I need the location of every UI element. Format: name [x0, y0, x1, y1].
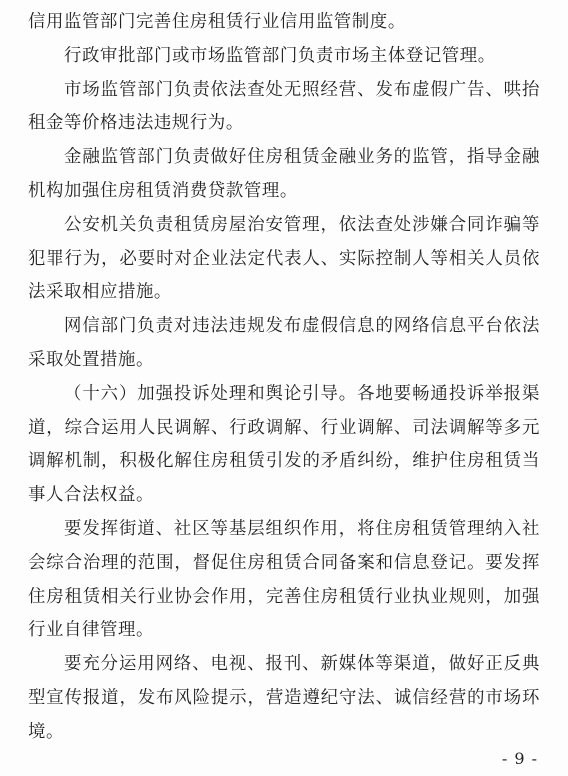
page-number: - 9 -: [501, 749, 538, 768]
paragraph-publicity: 要充分运用网络、电视、报刊、新媒体等渠道，做好正反典型宣传报道，发布风险提示，营造遵纪守法、诚信经营的市场环境。: [28, 654, 540, 742]
document-body: [0, 6, 568, 750]
paragraph-continuation: 信用监管部门完善住房租赁行业信用监管制度。: [28, 12, 406, 32]
paragraph-grassroots-organizations: 要发挥街道、社区等基层组织作用，将住房租赁管理纳入社会综合治理的范围，督促住房租赁合同备案和信息登记。要发挥住房租赁相关行业协会作用，完善住房租赁行业执业规则，加强行业自律管理。: [28, 518, 540, 641]
paragraph-section-16: （十六）加强投诉处理和舆论引导。各地要畅通投诉举报渠道，综合运用人民调解、行政调解、行业调解、司法调解等多元调解机制，积极化解住房租赁引发的矛盾纠纷，维护住房租赁当事人合法权益。: [28, 383, 540, 506]
paragraph-market-supervision: 市场监管部门负责依法查处无照经营、发布虚假广告、哄抬租金等价格违法违规行为。: [28, 79, 540, 134]
paragraph-registration-management: 行政审批部门或市场监管部门负责市场主体登记管理。: [64, 45, 496, 66]
paragraph-cyberspace: 网信部门负责对违法违规发布虚假信息的网络信息平台依法采取处置措施。: [28, 316, 540, 370]
paragraph-financial-supervision: 金融监管部门负责做好住房租赁金融业务的监管，指导金融机构加强住房租赁消费贷款管理。: [28, 147, 540, 201]
paragraph-public-security: 公安机关负责租赁房屋治安管理，依法查处涉嫌合同诈骗等犯罪行为，必要时对企业法定代表人、实际控制人等相关人员依法采取相应措施。: [28, 214, 540, 303]
